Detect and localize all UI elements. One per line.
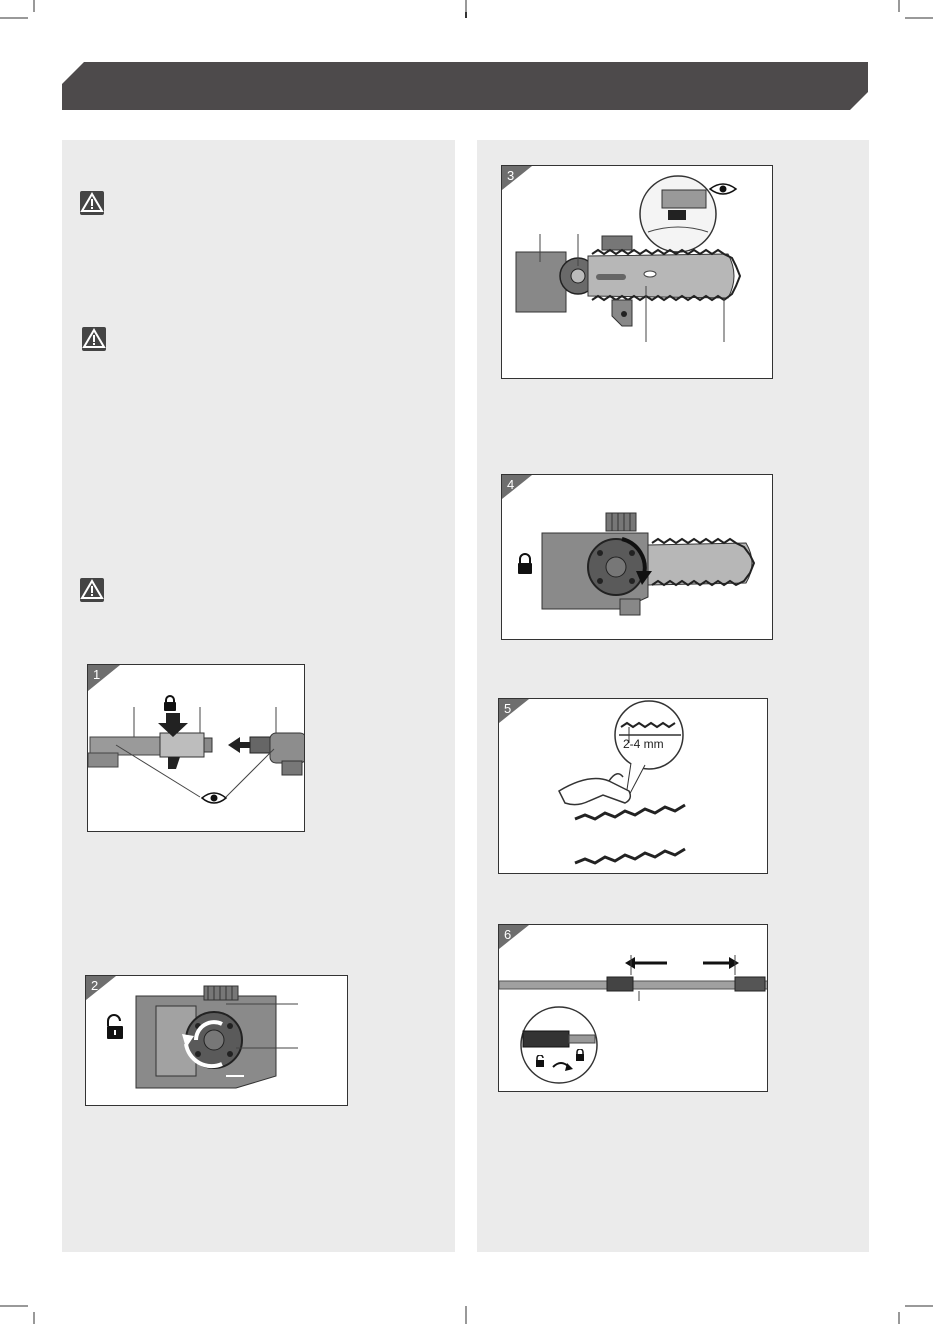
left-column bbox=[62, 140, 455, 1252]
lock-icon bbox=[163, 695, 177, 711]
figure-2-unlock-cover bbox=[85, 975, 348, 1106]
header-banner bbox=[0, 0, 933, 120]
lock-icon bbox=[575, 1049, 585, 1061]
figure-3-chain-bar bbox=[501, 165, 773, 379]
unlock-icon bbox=[535, 1055, 545, 1067]
warning-icon bbox=[82, 327, 106, 351]
figure-5-chain-tension bbox=[498, 698, 768, 874]
chain-gap-measurement: 2-4 mm bbox=[623, 737, 664, 751]
eye-icon bbox=[708, 182, 738, 196]
figure-6-telescopic-pole bbox=[498, 924, 768, 1092]
figure-4-lock-cover bbox=[501, 474, 773, 640]
warning-icon bbox=[80, 191, 104, 215]
eye-icon bbox=[200, 791, 228, 805]
figure-number: 6 bbox=[504, 927, 512, 942]
figure-number: 2 bbox=[91, 978, 99, 993]
unlock-icon bbox=[104, 1014, 124, 1040]
lock-icon bbox=[516, 553, 534, 575]
figure-number: 3 bbox=[507, 168, 515, 183]
figure-number: 5 bbox=[504, 701, 512, 716]
figure-1-pole-connection bbox=[87, 664, 305, 832]
figure-number: 4 bbox=[507, 477, 515, 492]
warning-icon bbox=[80, 578, 104, 602]
figure-number: 1 bbox=[93, 667, 101, 682]
right-column bbox=[477, 140, 869, 1252]
